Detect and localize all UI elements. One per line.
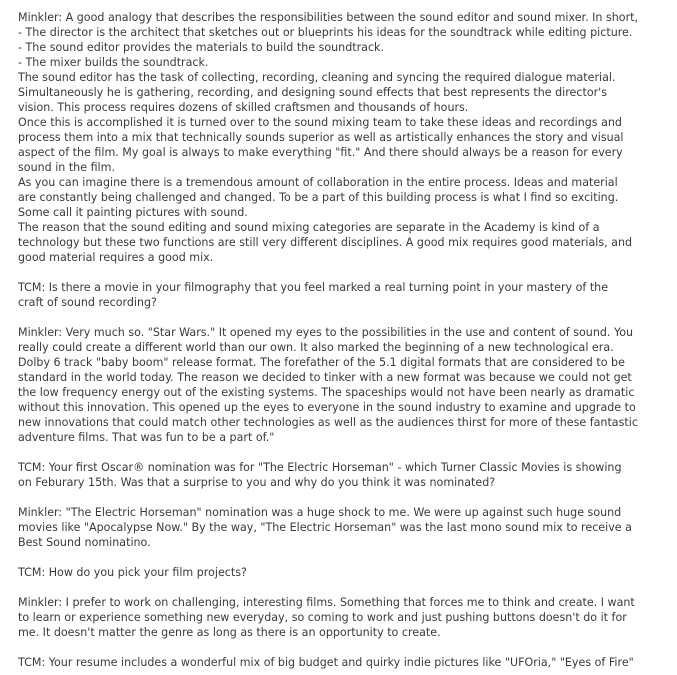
paragraph-spacer: [18, 490, 662, 505]
text-line: - The director is the architect that sketches out or blueprints his ideas for the soundtrack while editing picture.: [18, 26, 633, 39]
article-paragraph: [18, 280, 662, 310]
paragraph-spacer: [18, 310, 662, 325]
text-line: Some call it painting pictures with sound.: [18, 206, 248, 219]
text-line: really could create a different world than our own. It also marked the beginning of a new technological era.: [18, 341, 614, 354]
article-paragraph: [18, 325, 662, 445]
text-line: Simultaneously he is gathering, recording, and designing sound effects that best represents the director's: [18, 86, 608, 99]
text-line: The sound editor has the task of collecting, recording, cleaning and syncing the required dialogue material.: [18, 71, 616, 84]
text-line: the low frequency energy out of the existing systems. The spaceships would not have been nearly as dramatic: [18, 386, 635, 399]
text-line: sound in the film.: [18, 161, 115, 174]
text-line: Best Sound nominatino.: [18, 536, 151, 549]
text-line: process them into a mix that technically sounds superior as well as artistically enhances the story and visual: [18, 131, 624, 144]
paragraph-spacer: [18, 550, 662, 565]
text-line: craft of sound recording?: [18, 296, 157, 309]
text-line: are constantly being challenged and changed. To be a part of this building process is what I find so exciting.: [18, 191, 619, 204]
text-line: technology but these two functions are still very different disciplines. A good mix requires good materials, and: [18, 236, 633, 249]
article-paragraph: [18, 10, 662, 265]
text-line: Minkler: Very much so. "Star Wars." It opened my eyes to the possibilities in the use and content of sound. You: [18, 326, 634, 339]
text-line: Minkler: I prefer to work on challenging, interesting films. Something that forces me to think and create. I want: [18, 596, 635, 609]
article-body: [18, 10, 662, 670]
article-paragraph: [18, 460, 662, 490]
article-paragraph: [18, 655, 662, 670]
text-line: The reason that the sound editing and sound mixing categories are separate in the Academy is kind of a: [18, 221, 600, 234]
paragraph-spacer: [18, 265, 662, 280]
text-line: Minkler: A good analogy that describes the responsibilities between the sound editor and sound mixer. In short,: [18, 11, 639, 24]
text-line: vision. This process requires dozens of skilled craftsmen and thousands of hours.: [18, 101, 469, 114]
text-line: to learn or experience something new everyday, so coming to work and just pushing buttons doesn't do it for: [18, 611, 627, 624]
text-line: me. It doesn't matter the genre as long as there is an opportunity to create.: [18, 626, 441, 639]
text-line: aspect of the film. My goal is always to make everything "fit." And there should always be a reason for every: [18, 146, 623, 159]
text-line: Dolby 6 track "baby boom" release format. The forefather of the 5.1 digital formats that are considered to be: [18, 356, 625, 369]
text-line: - The sound editor provides the materials to build the soundtrack.: [18, 41, 385, 54]
text-line: As you can imagine there is a tremendous amount of collaboration in the entire process. Ideas and material: [18, 176, 618, 189]
paragraph-spacer: [18, 445, 662, 460]
article-paragraph: [18, 505, 662, 550]
text-line: TCM: Your first Oscar® nomination was for "The Electric Horseman" - which Turner Classic Movies is showing: [18, 461, 622, 474]
text-line: TCM: How do you pick your film projects?: [18, 566, 247, 579]
article-paragraph: [18, 565, 662, 580]
text-line: TCM: Your resume includes a wonderful mix of big budget and quirky indie pictures like "UFOria," "Eyes of Fire": [18, 656, 634, 669]
text-line: good material requires a good mix.: [18, 251, 214, 264]
article-paragraph: [18, 595, 662, 640]
text-line: on Feburary 15th. Was that a surprise to you and why do you think it was nominated?: [18, 476, 496, 489]
text-line: - The mixer builds the soundtrack.: [18, 56, 209, 69]
text-line: adventure films. That was fun to be a part of.": [18, 431, 275, 444]
text-line: Minkler: "The Electric Horseman" nomination was a huge shock to me. We were up against such huge sound: [18, 506, 622, 519]
text-line: without this innovation. This opened up the eyes to everyone in the sound industry to examine and upgrade to: [18, 401, 636, 414]
text-line: new innovations that could match other technologies as well as the audiences thirst for more of these fantastic: [18, 416, 638, 429]
text-line: TCM: Is there a movie in your filmography that you feel marked a real turning point in your mastery of the: [18, 281, 609, 294]
text-line: movies like "Apocalypse Now." By the way, "The Electric Horseman" was the last mono sound mix to receive a: [18, 521, 632, 534]
paragraph-spacer: [18, 580, 662, 595]
text-line: standard in the world today. The reason we decided to tinker with a new format was because we could not get: [18, 371, 632, 384]
paragraph-spacer: [18, 640, 662, 655]
text-line: Once this is accomplished it is turned over to the sound mixing team to take these ideas and recordings and: [18, 116, 622, 129]
